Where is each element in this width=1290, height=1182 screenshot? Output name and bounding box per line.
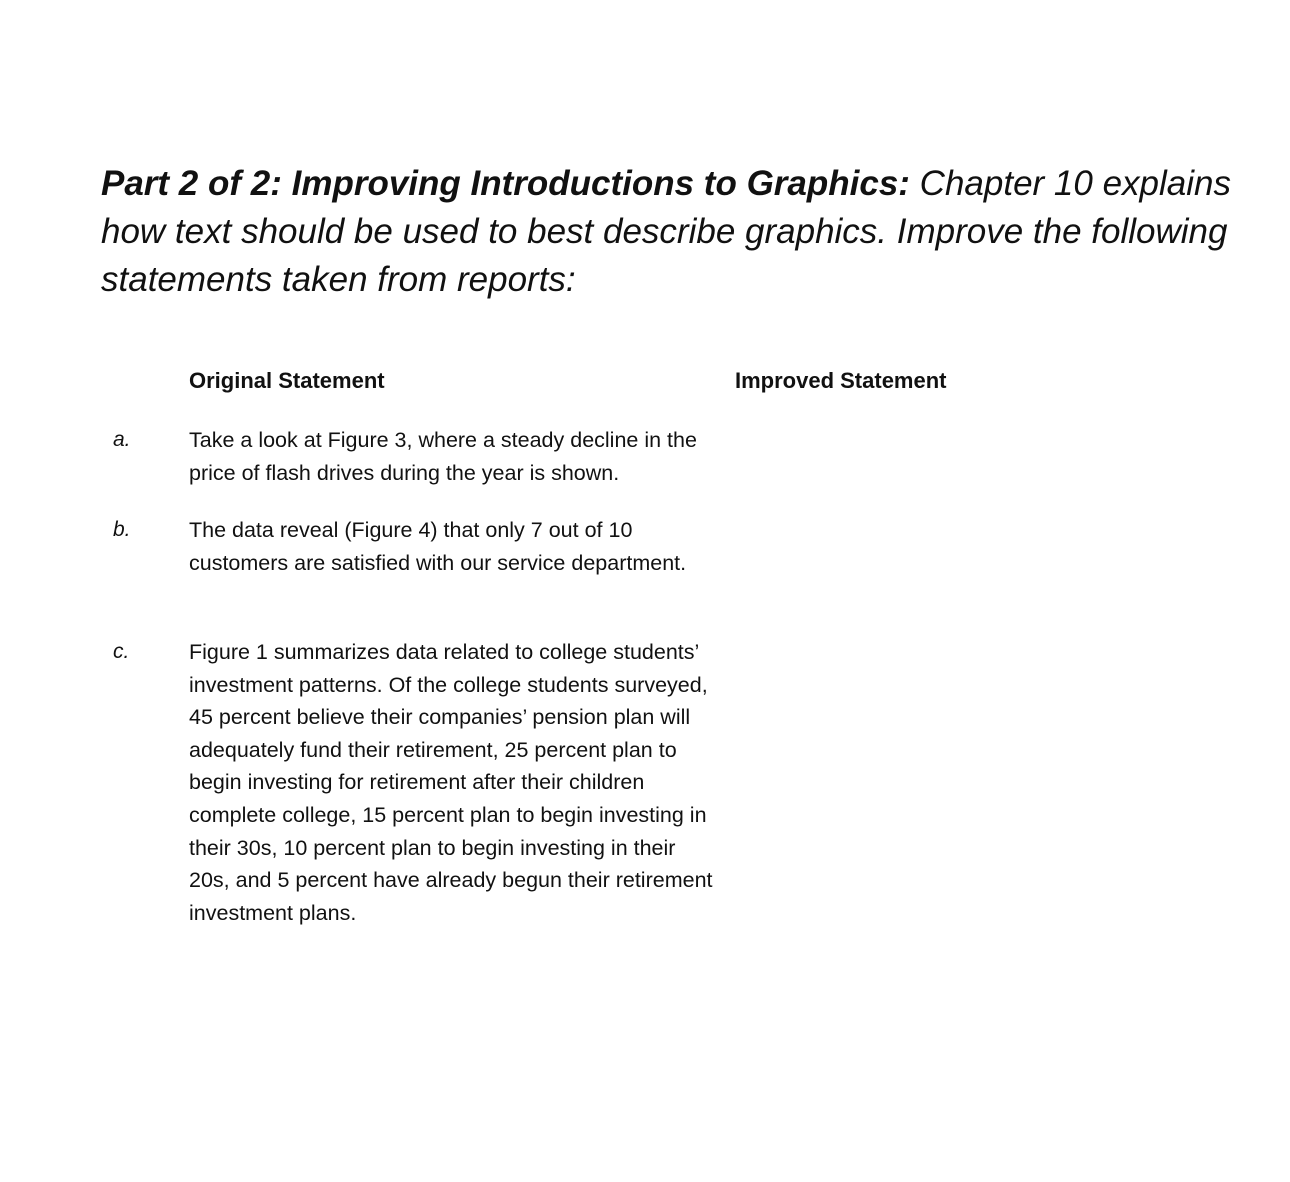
item-letter-a: a. — [113, 428, 131, 451]
original-statement-a: Take a look at Figure 3, where a steady decline in the price of flash drives during the year is shown. — [189, 428, 697, 485]
improved-statement-header: Improved Statement — [735, 368, 947, 393]
original-statement-b: The data reveal (Figure 4) that only 7 out of 10 customers are satisfied with our service department. — [189, 518, 687, 575]
section-heading — [101, 160, 1261, 304]
original-statement-c: Figure 1 summarizes data related to college students’ investment patterns. Of the college students surveyed, 45 percent believe their companies’ pension plan will adequately fund their retirement, 25 percent plan to begin investing for retirement after their children complete college, 15 percent plan to begin investing in their 30s, 10 percent plan to begin investing in their 20s, and 5 percent have already begun their retirement investment plans. — [189, 640, 713, 925]
section-heading-lead: Part 2 of 2: Improving Introductions to Graphics: — [101, 164, 910, 203]
original-statement-header: Original Statement — [189, 368, 385, 393]
item-letter-c: c. — [113, 640, 130, 663]
item-letter-b: b. — [113, 518, 131, 541]
section-heading-body: Chapter 10 explains how text should be used to best describe graphics. Improve the following statements taken from reports: — [101, 164, 1231, 299]
